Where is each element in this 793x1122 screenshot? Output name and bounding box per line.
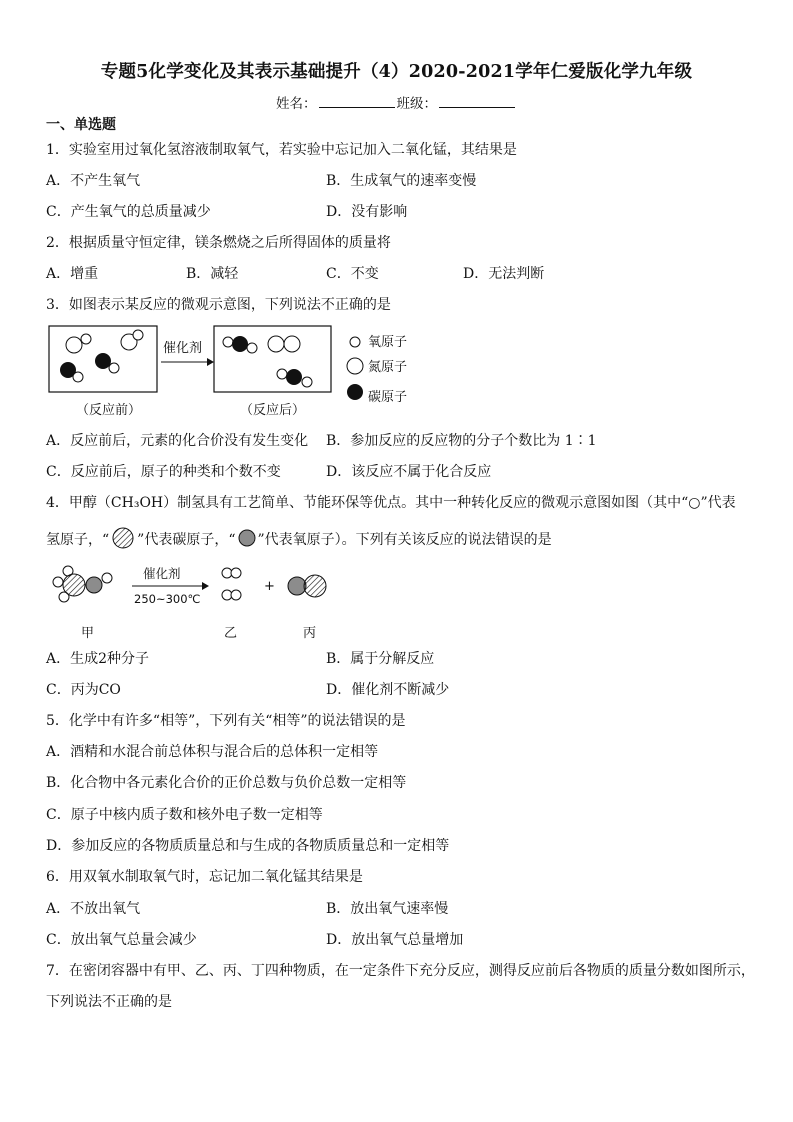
question-3-option-b[interactable]: B．参加反应的反应物的分子个数比为 1∶1 (326, 433, 597, 449)
carbon-atom (286, 369, 302, 385)
question-6-option-a[interactable]: A．不放出氧气 (46, 901, 141, 917)
label-yi: 乙 (224, 626, 238, 641)
oxygen-atom (81, 334, 91, 344)
oxygen-atom (302, 377, 312, 387)
oxygen-atom (247, 343, 257, 353)
question-2-stem: 2．根据质量守恒定律，镁条燃烧之后所得固体的质量将 (46, 235, 391, 251)
hydrogen-atom (231, 568, 241, 578)
stem-text: 氢原子，“ (46, 532, 110, 548)
question-4-stem-line-1: 4．甲醇（CH₃OH）制氢具有工艺简单、节能环保等优点。其中一种转化反应的微观示意图如图（其中“○”代表 (46, 495, 736, 511)
question-7-stem-line-2: 下列说法不正确的是 (46, 994, 172, 1010)
question-3-option-d[interactable]: D．该反应不属于化合反应 (326, 464, 492, 480)
arrow-bottom-label: 250~300℃ (134, 592, 201, 606)
page-title: 专题5化学变化及其表示基础提升（4）2020-2021学年仁爱版化学九年级 (100, 62, 693, 82)
carbon-atom (63, 574, 85, 596)
section-heading: 一、单选题 (46, 117, 116, 133)
oxygen-atom (223, 337, 233, 347)
question-1-option-a[interactable]: A．不产生氧气 (46, 173, 141, 189)
question-6-option-b[interactable]: B．放出氧气速率慢 (326, 901, 449, 917)
question-5-option-b[interactable]: B．化合物中各元素化合价的正价总数与负价总数一定相等 (46, 775, 407, 791)
carbon-atom (304, 575, 326, 597)
question-2-option-b[interactable]: B．减轻 (186, 266, 239, 282)
student-info (0, 92, 793, 112)
question-3-option-a[interactable]: A．反应前后，元素的化合价没有发生变化 (46, 433, 309, 449)
reaction-diagram-q4 (44, 562, 344, 646)
question-6-stem: 6．用双氧水制取氧气时，忘记加二氧化锰其结果是 (46, 869, 363, 885)
gray-oxygen-icon (236, 527, 258, 549)
question-2-option-a[interactable]: A．增重 (46, 266, 99, 282)
nitrogen-atom (284, 336, 300, 352)
question-2-option-d[interactable]: D．无法判断 (463, 266, 545, 282)
before-caption: （反应前） (76, 403, 142, 418)
oxygen-atom (288, 577, 306, 595)
hatched-carbon-icon (109, 527, 137, 549)
legend-oxygen-icon (350, 337, 360, 347)
question-2-option-c[interactable]: C．不变 (326, 266, 379, 282)
question-5-option-a[interactable]: A．酒精和水混合前总体积与混合后的总体积一定相等 (46, 744, 379, 760)
question-4-option-b[interactable]: B．属于分解反应 (326, 651, 435, 667)
name-blank[interactable] (319, 95, 395, 108)
question-5-stem: 5．化学中有许多“相等”，下列有关“相等”的说法错误的是 (46, 713, 406, 729)
question-5-option-d[interactable]: D．参加反应的各物质质量总和与生成的各物质质量总和一定相等 (46, 838, 450, 854)
reaction-arrow-head (207, 358, 214, 366)
stem-text: ”代表碳原子，“ (137, 532, 236, 548)
arrow-top-label: 催化剂 (143, 566, 181, 581)
question-4-stem-line-2 (46, 527, 552, 549)
nitrogen-atom (268, 336, 284, 352)
oxygen-atom (133, 330, 143, 340)
question-7-stem-line-1: 7．在密闭容器中有甲、乙、丙、丁四种物质，在一定条件下充分反应，测得反应前后各物质的质量分数如图所示， (46, 963, 755, 979)
after-box (214, 326, 331, 392)
question-3-stem: 3．如图表示某反应的微观示意图，下列说法不正确的是 (46, 297, 391, 313)
question-6-option-c[interactable]: C．放出氧气总量会减少 (46, 932, 197, 948)
legend-nitrogen-icon (347, 358, 363, 374)
plus-sign: + (264, 579, 275, 594)
question-6-option-d[interactable]: D．放出氧气总量增加 (326, 932, 464, 948)
reaction-diagram-q3 (44, 320, 434, 424)
hydrogen-atom (231, 590, 241, 600)
carbon-atom (232, 336, 248, 352)
question-1-option-d[interactable]: D．没有影响 (326, 204, 408, 220)
reaction-arrow-head (202, 582, 209, 590)
legend-nitrogen-label: 氮原子 (368, 360, 408, 375)
label-bing: 丙 (303, 626, 317, 641)
after-caption: （反应后） (240, 403, 306, 418)
class-blank[interactable] (439, 95, 515, 108)
nitrogen-atom (66, 337, 82, 353)
legend-carbon-label: 碳原子 (368, 390, 408, 405)
oxygen-atom (109, 363, 119, 373)
hydrogen-atom (102, 573, 112, 583)
legend-carbon-icon (347, 384, 363, 400)
question-1-option-b[interactable]: B．生成氧气的速率变慢 (326, 173, 477, 189)
arrow-label: 催化剂 (163, 341, 203, 356)
stem-text: ”代表氧原子）。下列有关该反应的说法错误的是 (257, 532, 552, 548)
oxygen-atom (277, 369, 287, 379)
label-jia: 甲 (81, 626, 95, 641)
legend-oxygen-label: 氧原子 (368, 335, 408, 350)
carbon-atom (95, 353, 111, 369)
question-1-option-c[interactable]: C．产生氧气的总质量减少 (46, 204, 211, 220)
class-label: 班级： (396, 96, 437, 112)
oxygen-atom (86, 577, 102, 593)
question-4-option-a[interactable]: A．生成2种分子 (46, 651, 150, 667)
question-5-option-c[interactable]: C．原子中核内质子数和核外电子数一定相等 (46, 807, 323, 823)
name-label: 姓名： (276, 96, 317, 112)
question-4-option-c[interactable]: C．丙为CO (46, 682, 121, 698)
question-3-option-c[interactable]: C．反应前后，原子的种类和个数不变 (46, 464, 281, 480)
hydrogen-atom (53, 577, 63, 587)
question-4-option-d[interactable]: D．催化剂不断减少 (326, 682, 450, 698)
oxygen-atom (73, 372, 83, 382)
question-1-stem: 1．实验室用过氧化氢溶液制取氧气，若实验中忘记加入二氧化锰，其结果是 (46, 142, 517, 158)
